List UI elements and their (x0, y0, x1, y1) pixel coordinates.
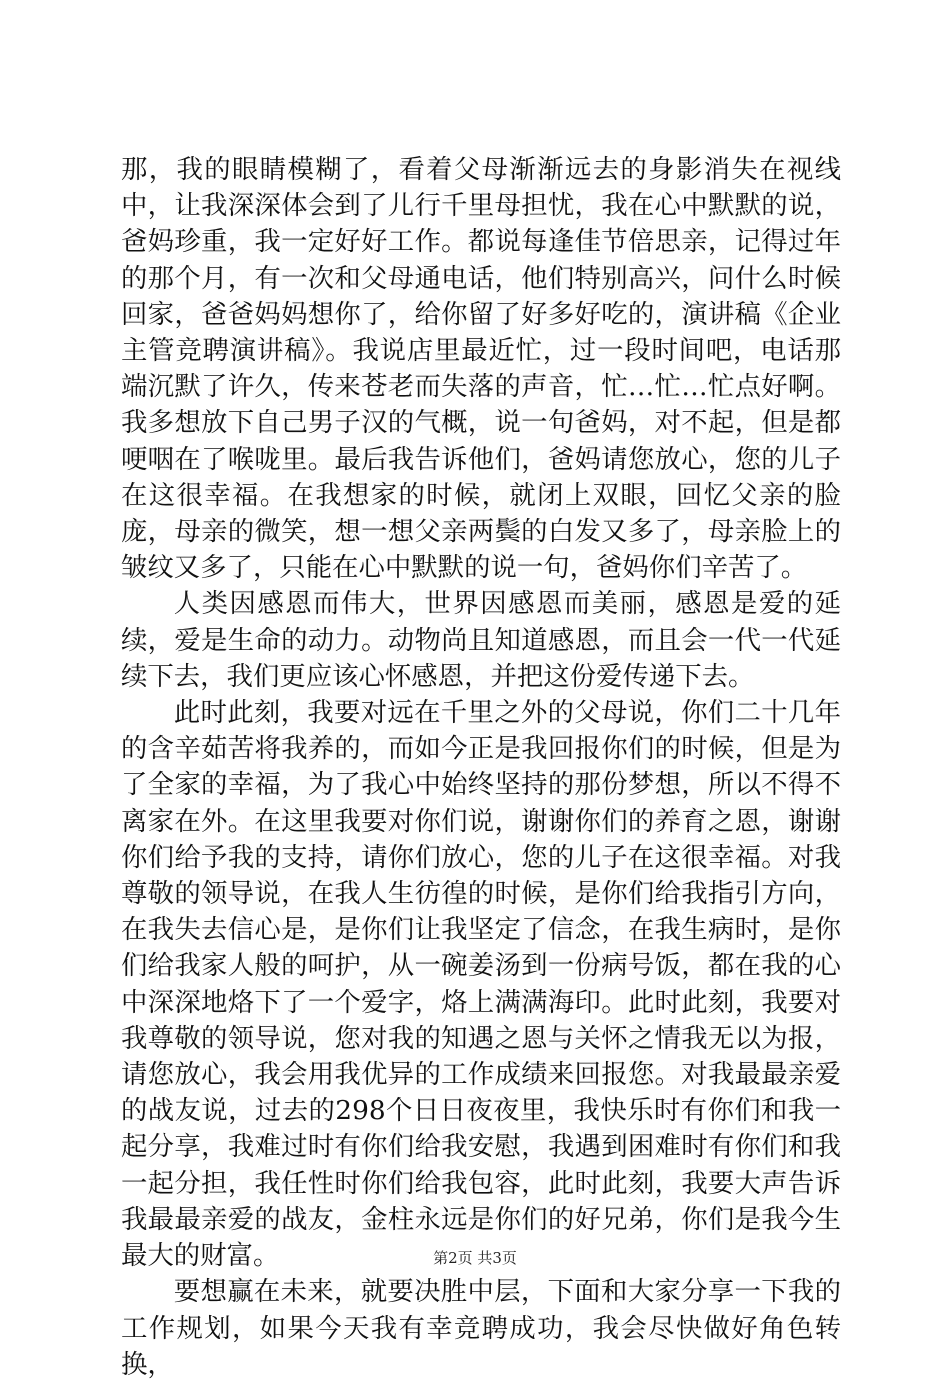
paragraph-2: 人类因感恩而伟大，世界因感恩而美丽，感恩是爱的延续，爱是生命的动力。动物尚且知道感恩，而且会一代一代延续下去，我们更应该心怀感恩，并把这份爱传递下去。 (121, 588, 841, 692)
paragraph-3: 此时此刻，我要对远在千里之外的父母说，你们二十几年的含辛茹苦将我养的，而如今正是我回报你们的时候，但是为了全家的幸福，为了我心中始终坚持的那份梦想，所以不得不离家在外。在这里我要对你们说，谢谢你们的养育之恩，谢谢你们给予我的支持，请你们放心，您的儿子在这很幸福。对我尊敬的领导说，在我人生彷徨的时候，是你们给我指引方向，在我失去信心是，是你们让我坚定了信念，在我生病时，是你们给我家人般的呵护，从一碗姜汤到一份病号饭，都在我的心中深深地烙下了一个爱字，烙上满满海印。此时此刻，我要对我尊敬的领导说，您对我的知遇之恩与关怀之情我无以为报，请您放心，我会用我优异的工作成绩来回报您。对我最最亲爱的战友说，过去的298个日日夜夜里，我快乐时有你们和我一起分享，我难过时有你们给我安慰，我遇到困难时有你们和我一起分担，我任性时你们给我包容，此时此刻，我要大声告诉我最最亲爱的战友，金柱永远是你们的好兄弟，你们是我今生最大的财富。 (121, 697, 841, 1272)
page-number-label: 第2页 共3页 (433, 1249, 517, 1267)
paragraph-4: 要想赢在未来，就要决胜中层，下面和大家分享一下我的工作规划，如果今天我有幸竞聘成功，我会尽快做好角色转换， (121, 1276, 841, 1380)
page-footer (0, 1247, 950, 1268)
document-body (121, 152, 841, 1383)
paragraph-1: 那，我的眼睛模糊了，看着父母渐渐远去的身影消失在视线中，让我深深体会到了儿行千里母担忧，我在心中默默的说，爸妈珍重，我一定好好工作。都说每逢佳节倍思亲，记得过年的那个月，有一次和父母通电话，他们特别高兴，问什么时候回家，爸爸妈妈想你了，给你留了好多好吃的，演讲稿《企业主管竞聘演讲稿》。我说店里最近忙，过一段时间吧，电话那端沉默了许久，传来苍老而失落的声音，忙…忙…忙点好啊。我多想放下自己男子汉的气概，说一句爸妈，对不起，但是都哽咽在了喉咙里。最后我告诉他们，爸妈请您放心，您的儿子在这很幸福。在我想家的时候，就闭上双眼，回忆父亲的脸庞，母亲的微笑，想一想父亲两鬓的白发又多了，母亲脸上的皱纹又多了，只能在心中默默的说一句，爸妈你们辛苦了。 (121, 154, 841, 584)
